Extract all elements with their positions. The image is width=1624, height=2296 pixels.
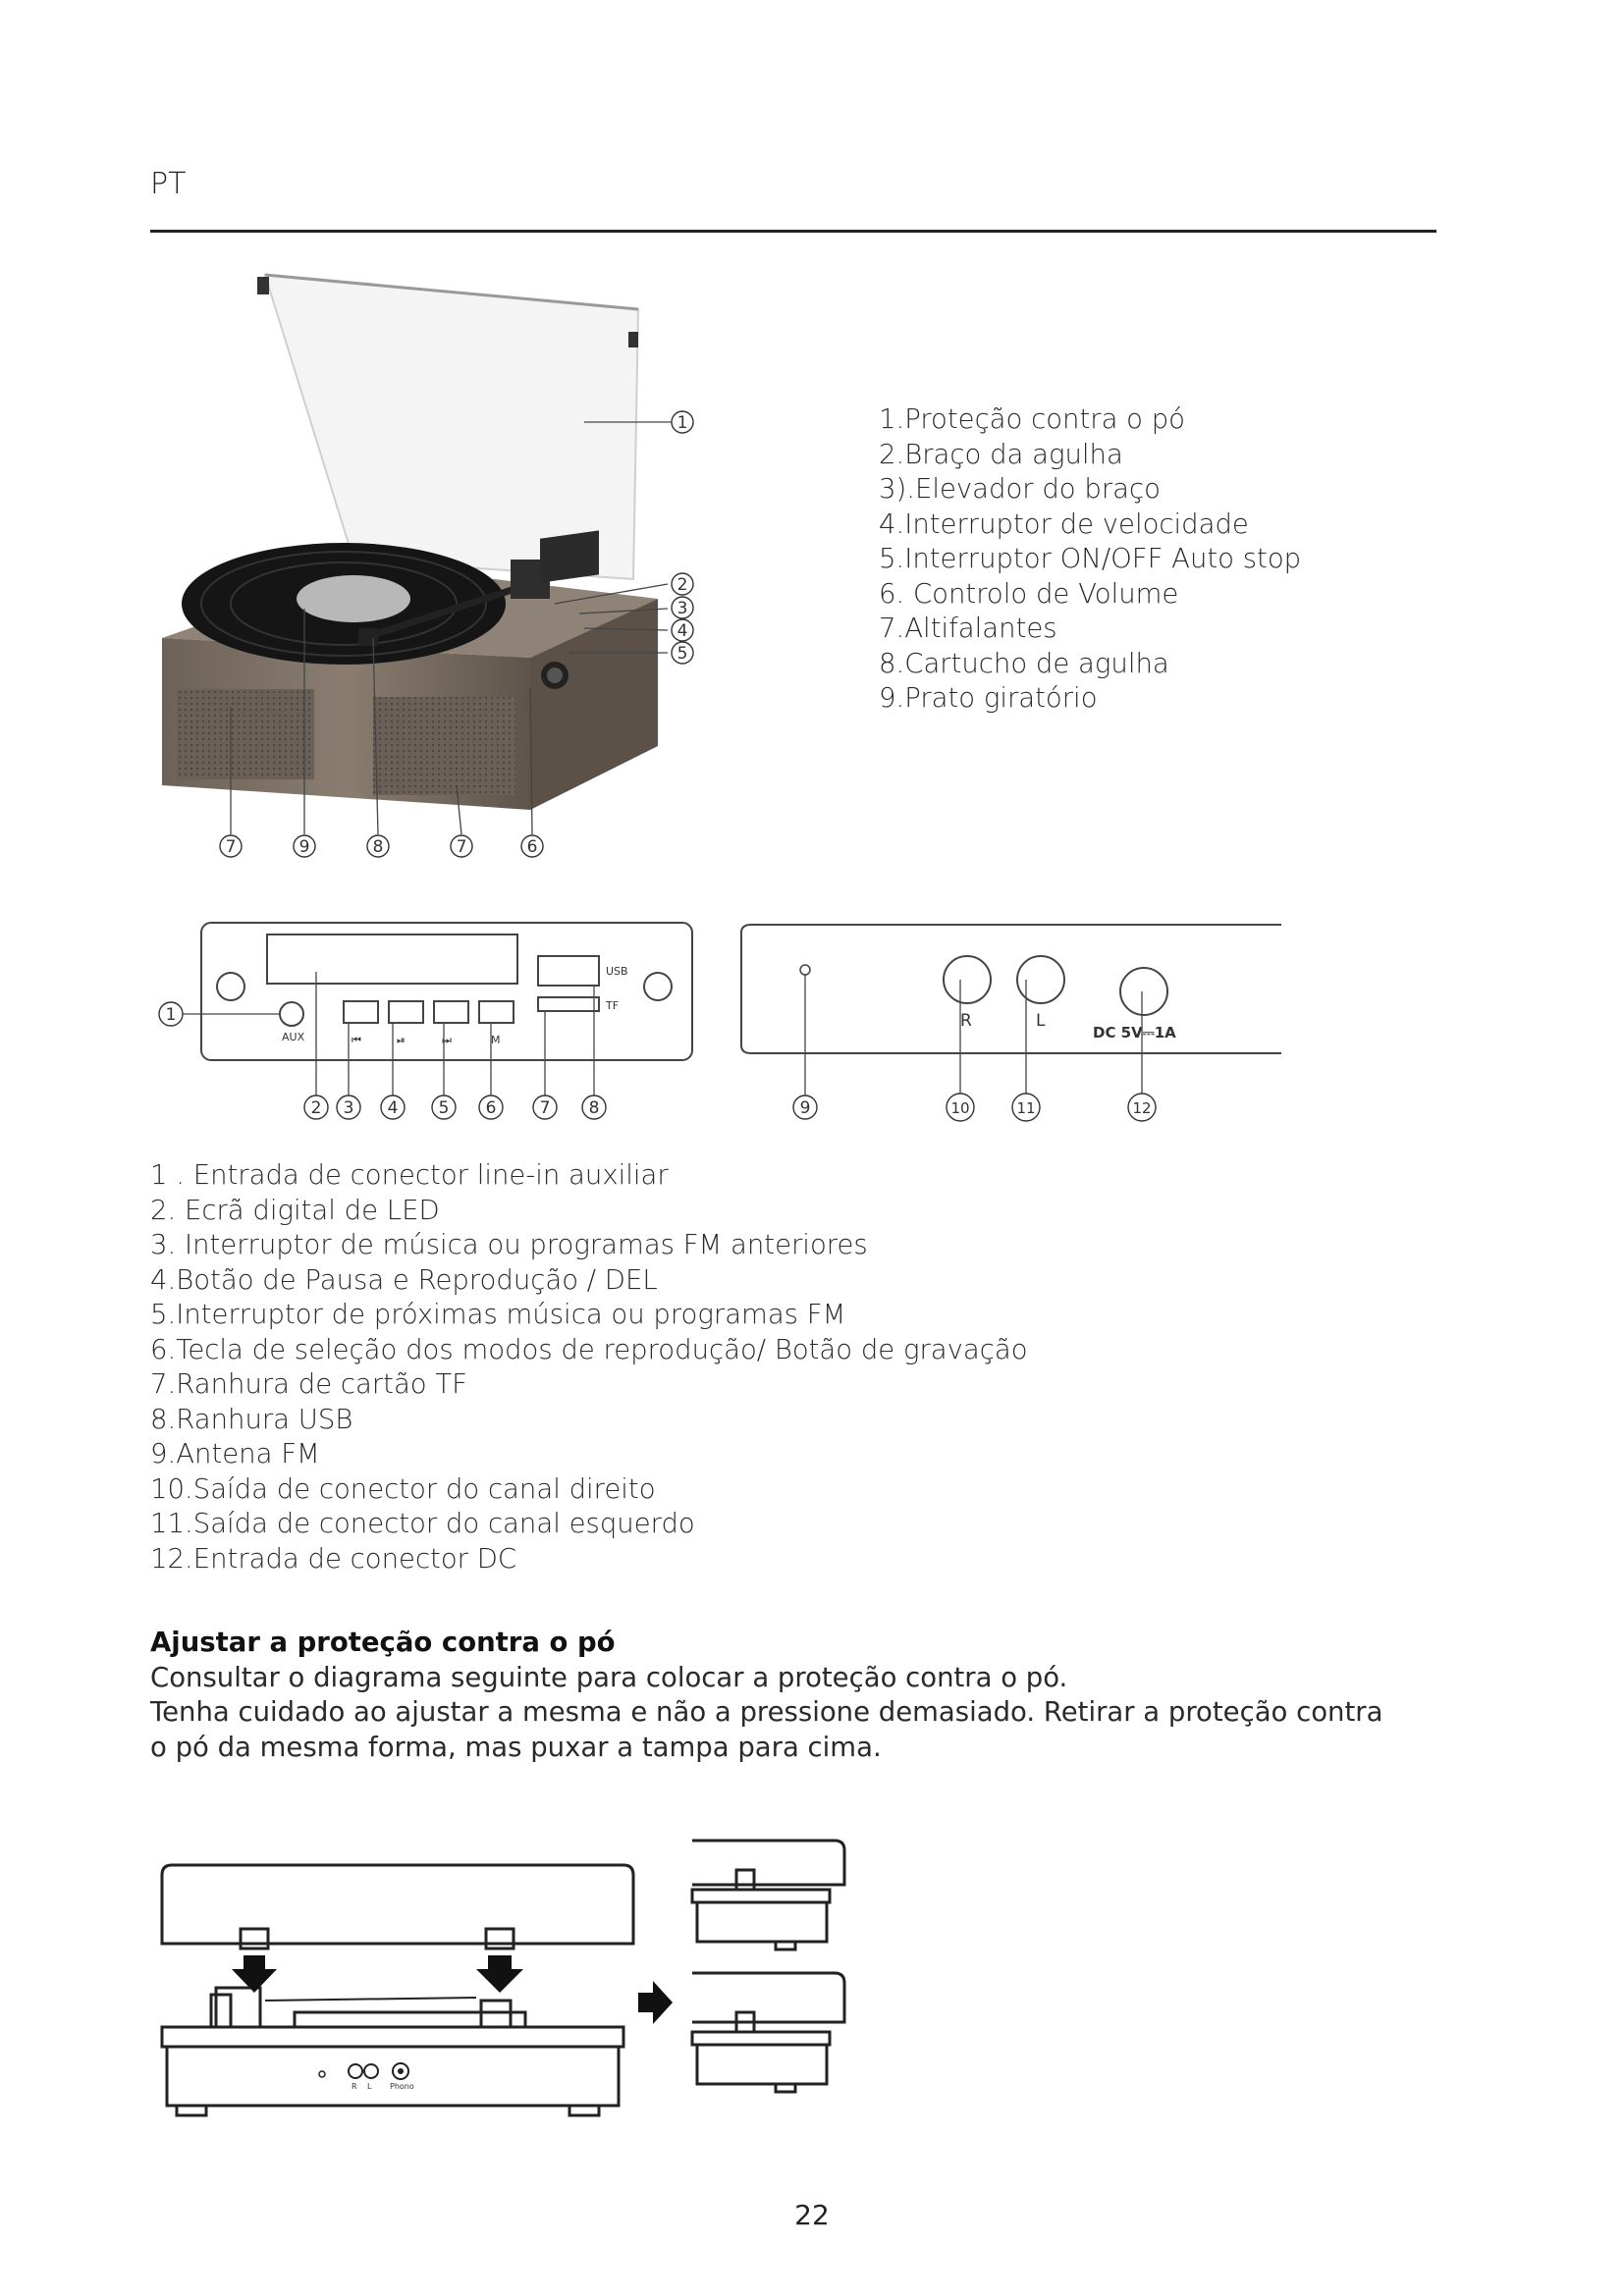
list-item: 5.Interruptor de próximas música ou programas FM — [150, 1299, 846, 1330]
tf-label: TF — [606, 999, 620, 1012]
page-number: 22 — [794, 2199, 830, 2231]
callout-1: 1 — [677, 413, 688, 433]
panel-callout-9: 9 — [799, 1098, 811, 1118]
aux-label: AUX — [282, 1031, 305, 1043]
list-item: 6.Tecla de seleção dos modos de reprodução/ Botão de gravação — [150, 1333, 1028, 1365]
list-item: 12.Entrada de conector DC — [150, 1542, 517, 1575]
paragraph-line: Consultar o diagrama seguinte para colocar a proteção contra o pó. — [150, 1661, 1068, 1693]
callout-7b: 7 — [456, 837, 467, 857]
list-item: 2.Braço da agulha — [879, 438, 1123, 470]
callout-4: 4 — [677, 621, 688, 641]
panel-parts-list — [150, 1158, 1028, 1576]
dust-cover-section — [150, 1626, 1486, 1765]
prev-icon: ⏮ — [352, 1034, 361, 1046]
panel-callout-4: 4 — [387, 1098, 399, 1118]
panel-callout-12: 12 — [1132, 1099, 1152, 1117]
callout-3: 3 — [677, 599, 688, 618]
list-item: 1.Proteção contra o pó — [879, 403, 1186, 435]
turntable-photo — [147, 265, 697, 874]
paragraph-line: Tenha cuidado ao ajustar a mesma e não a pressione demasiado. Retirar a proteção contra — [150, 1696, 1383, 1728]
usb-label: USB — [606, 965, 628, 978]
panel-callout-11: 11 — [1016, 1099, 1036, 1117]
panel-callout-2: 2 — [310, 1098, 322, 1118]
panel-callout-3: 3 — [343, 1098, 354, 1118]
l-label: L — [1036, 1011, 1046, 1031]
list-item: 6. Controlo de Volume — [879, 577, 1179, 610]
section-heading: Ajustar a proteção contra o pó — [150, 1627, 616, 1658]
turntable-parts-list — [879, 402, 1301, 717]
callout-8: 8 — [372, 837, 384, 857]
callout-7a: 7 — [225, 837, 237, 857]
panel-callout-8: 8 — [588, 1098, 600, 1118]
list-item: 4.Botão de Pausa e Reprodução / DEL — [150, 1263, 658, 1296]
play-pause-icon: ⏯ — [397, 1034, 406, 1046]
back-panel-diagram — [731, 913, 1291, 1129]
next-icon: ⏭ — [442, 1034, 452, 1046]
list-item: 8.Ranhura USB — [150, 1403, 353, 1435]
list-item: 4.Interruptor de velocidade — [879, 507, 1249, 540]
diagram-r-label: R — [352, 2082, 357, 2091]
list-item: 1 . Entrada de conector line-in auxiliar — [150, 1159, 669, 1191]
list-item: 11.Saída de conector do canal esquerdo — [150, 1508, 695, 1539]
callout-9: 9 — [298, 837, 310, 857]
callout-6: 6 — [526, 837, 538, 857]
diagram-l-label: L — [367, 2082, 372, 2091]
list-item: 5.Interruptor ON/OFF Auto stop — [879, 543, 1302, 574]
panel-callout-6: 6 — [485, 1098, 497, 1118]
list-item: 2. Ecrã digital de LED — [150, 1194, 440, 1226]
list-item: 3. Interruptor de música ou programas FM anteriores — [150, 1229, 868, 1260]
diagram-phono-label: Phono — [390, 2082, 414, 2091]
r-label: R — [960, 1011, 972, 1031]
list-item: 10.Saída de conector do canal direito — [150, 1472, 656, 1505]
list-item: 9.Prato giratório — [879, 682, 1098, 714]
list-item: 8.Cartucho de agulha — [879, 647, 1169, 679]
mode-label: M — [491, 1034, 501, 1046]
panel-callout-7: 7 — [539, 1098, 551, 1118]
list-item: 9.Antena FM — [150, 1438, 320, 1469]
language-code: PT — [150, 167, 187, 201]
dc-label: DC 5V⎓1A — [1093, 1024, 1176, 1041]
front-panel-diagram — [147, 913, 697, 1129]
callout-2: 2 — [677, 575, 688, 595]
list-item: 3).Elevador do braço — [879, 473, 1161, 505]
dust-cover-diagram — [147, 1836, 893, 2150]
panel-callout-5: 5 — [438, 1098, 450, 1118]
panel-callout-1: 1 — [165, 1005, 177, 1025]
panel-callout-10: 10 — [950, 1099, 970, 1117]
callout-5: 5 — [677, 644, 688, 664]
list-item: 7.Ranhura de cartão TF — [150, 1368, 467, 1400]
list-item: 7.Altifalantes — [879, 613, 1057, 644]
header-rule — [150, 230, 1436, 233]
paragraph-line: o pó da mesma forma, mas puxar a tampa para cima. — [150, 1731, 882, 1763]
